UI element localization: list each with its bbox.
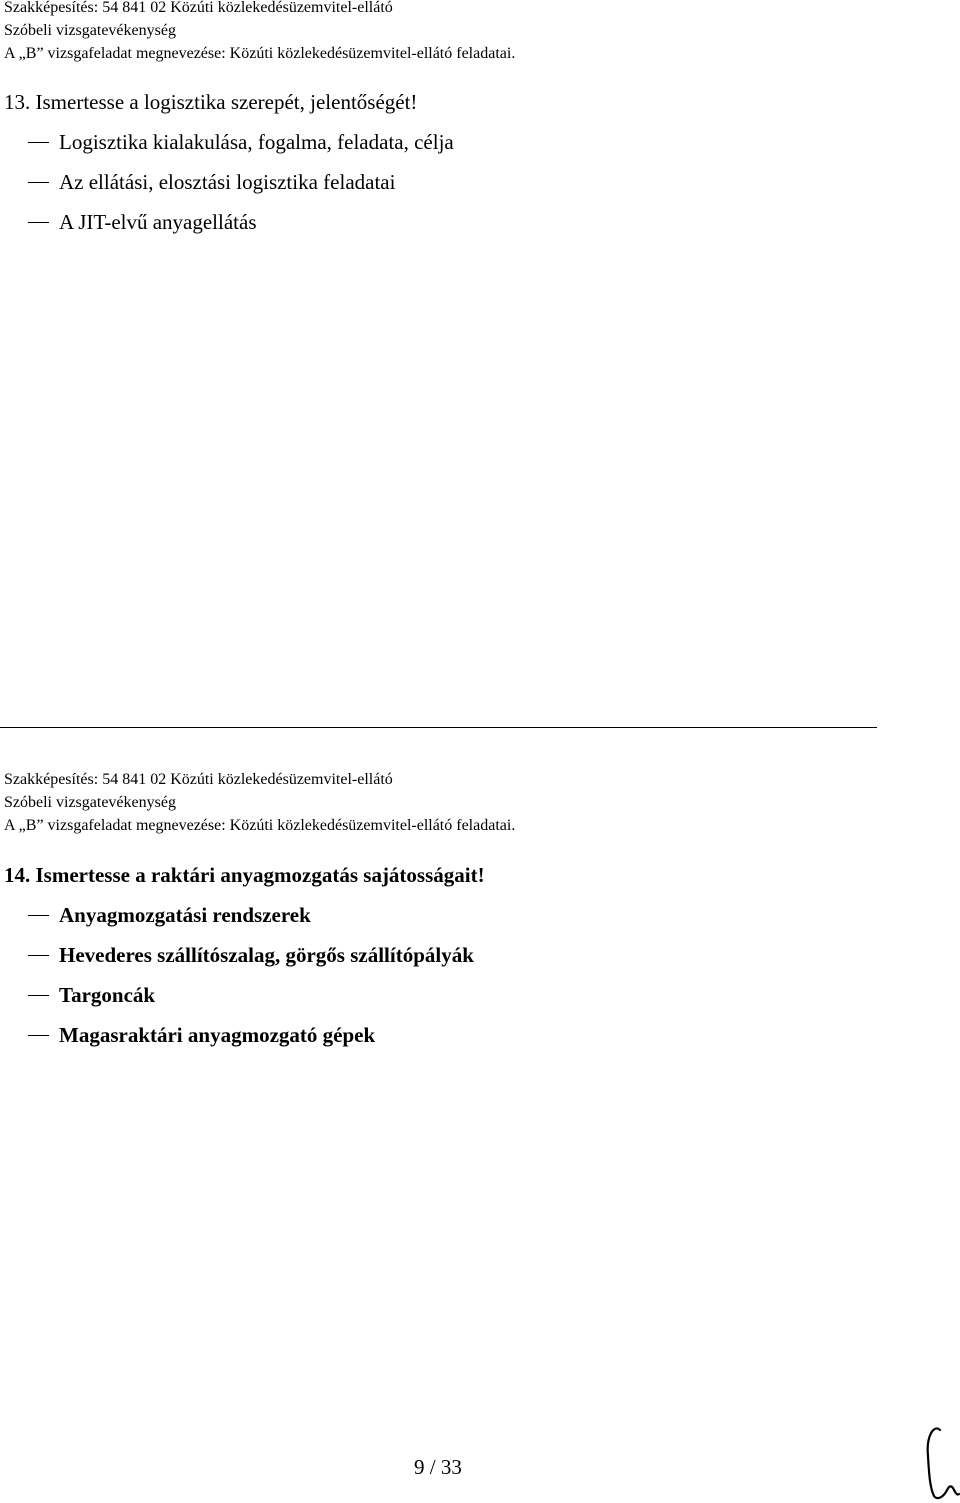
- list-item-text: Logisztika kialakulása, fogalma, feladata, célja: [59, 130, 454, 154]
- list-item: [28, 210, 257, 235]
- dash-bullet-icon: [28, 955, 49, 956]
- list-item-text: Targoncák: [59, 983, 156, 1007]
- list-item-text: Az ellátási, elosztási logisztika feladatai: [59, 170, 396, 194]
- header-line-task: A „B” vizsgafeladat megnevezése: Közúti közlekedésüzemvitel-ellátó feladatai.: [4, 45, 516, 62]
- header-line-qualification: Szakképesítés: 54 841 02 Közúti közlekedésüzemvitel-ellátó: [4, 0, 393, 16]
- list-item: [28, 903, 311, 928]
- list-item-text: Anyagmozgatási rendszerek: [59, 903, 311, 927]
- dash-bullet-icon: [28, 182, 49, 183]
- dash-bullet-icon: [28, 222, 49, 223]
- list-item: [28, 170, 395, 195]
- handwritten-signature-icon: [920, 1422, 960, 1502]
- header-line-activity: Szóbeli vizsgatevékenység: [4, 22, 176, 39]
- list-item: [28, 983, 155, 1008]
- page-number: 9 / 33: [414, 1455, 462, 1479]
- list-item-text: A JIT-elvű anyagellátás: [59, 210, 257, 234]
- dash-bullet-icon: [28, 995, 49, 996]
- header-line-qualification: Szakképesítés: 54 841 02 Közúti közlekedésüzemvitel-ellátó: [4, 771, 393, 788]
- list-item: [28, 943, 474, 968]
- dash-bullet-icon: [28, 142, 49, 143]
- dash-bullet-icon: [28, 915, 49, 916]
- question-13-title: 13. Ismertesse a logisztika szerepét, jelentőségét!: [4, 90, 418, 114]
- header-line-task: A „B” vizsgafeladat megnevezése: Közúti közlekedésüzemvitel-ellátó feladatai.: [4, 817, 516, 834]
- dash-bullet-icon: [28, 1035, 49, 1036]
- question-14-title: 14. Ismertesse a raktári anyagmozgatás sajátosságait!: [4, 863, 485, 887]
- section-divider: [0, 727, 877, 728]
- list-item-text: Magasraktári anyagmozgató gépek: [59, 1023, 376, 1047]
- list-item-text: Hevederes szállítószalag, görgős szállítópályák: [59, 943, 474, 967]
- header-line-activity: Szóbeli vizsgatevékenység: [4, 794, 176, 811]
- list-item: [28, 130, 454, 155]
- list-item: [28, 1023, 375, 1048]
